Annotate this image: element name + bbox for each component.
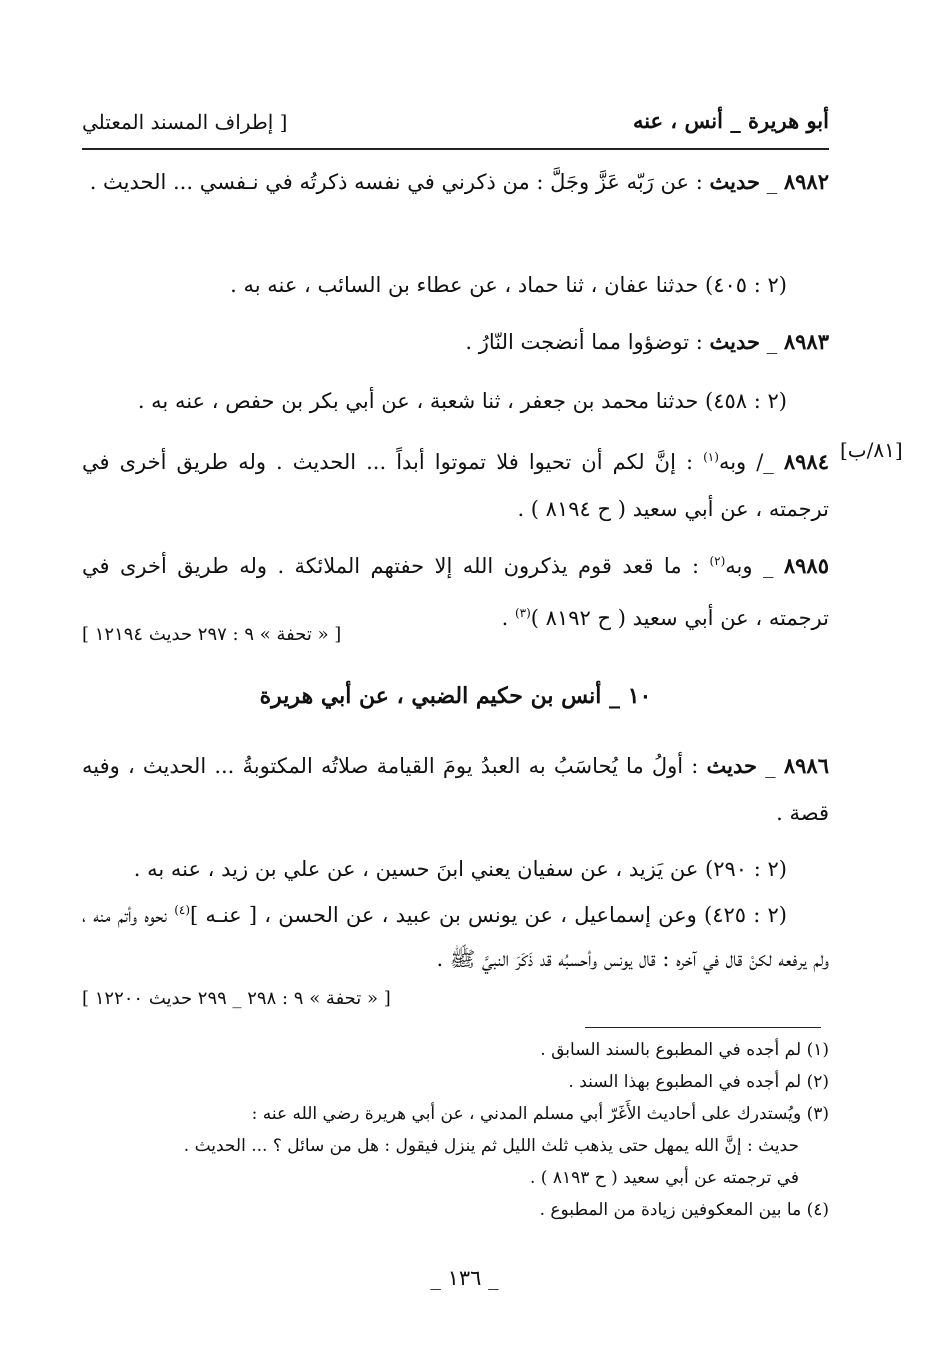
- footnote: (٢) لم أجده في المطبوع بهذا السند .: [568, 1072, 829, 1092]
- hadith-entry-8983: ٨٩٨٣ _ حديث : توضؤوا مما أنضجت النّارُ .: [465, 329, 829, 354]
- hadith-number: ٨٩٨٦: [783, 753, 829, 778]
- section-title: ١٠ _ أنس بن حكيم الضبي ، عن أبي هريرة: [259, 683, 652, 709]
- hadith-keyword: حديث: [709, 169, 760, 194]
- header-rule: [82, 148, 829, 150]
- hadith-entry-8986: ٨٩٨٦ _ حديث : أولُ ما يُحاسَبُ به العبدُ يومَ القيامة صلاتُه المكتوبةُ ... الحديث ، وفيه قصة .: [82, 753, 829, 825]
- footnote-continuation: في ترجمته عن أبي سعيد ( ح ٨١٩٣ ) .: [529, 1168, 799, 1188]
- running-header-left: [ إطراف المسند المعتلي: [82, 110, 288, 134]
- margin-folio-note: [٨١/ب]: [840, 438, 903, 462]
- hadith-text: : ما قعد قوم يذكرون الله إلا حفتهم الملائكة . وله طريق أخرى في ترجمته ، عن أبي سعيد ( ح ٨١٩٢ ): [82, 554, 829, 630]
- hadith-entry-8984: ٨٩٨٤ _/ وبه$^{(١)}$ : إنَّ لكم أن تحيوا فلا تموتوا أبداً ... الحديث . وله طريق أخرى في ترجمته ، عن أبي سعيد ( ح ٨١٩٤ ) .: [82, 449, 829, 521]
- footnote: (٤) ما بين المعكوفين زيادة من المطبوع .: [539, 1200, 829, 1220]
- hadith-number: ٨٩٨٢: [783, 169, 829, 194]
- hadith-keyword: حديث: [706, 753, 758, 778]
- isnad-chain-2: (٢ : ٤٢٥) وعن إسماعيل ، عن يونس بن عبيد ، عن الحسن ، [ عنـه ]$^{(٤)}$ نحوه وأتم منه ، ولم يرفعه لكنْ قال في آخره : قال يونس وأحسبُه قد ذَكَرَ النبيَّ ﷺ .: [82, 903, 829, 971]
- hadith-text: : إنَّ لكم أن تحيوا فلا تموتوا أبداً ... الحديث . وله طريق أخرى في ترجمته ، عن أبي سعيد ( ح ٨١٩٤ ) .: [82, 450, 829, 521]
- footnote-ref: (٣): [514, 606, 531, 620]
- hadith-entry-8985: ٨٩٨٥ _ وبه$^{(٢)}$ : ما قعد قوم يذكرون الله إلا حفتهم الملائكة . وله طريق أخرى في ترجمته ، عن أبي سعيد ( ح ٨١٩٢ )$^{(٣)}$ .: [82, 553, 829, 630]
- running-header-right: أبو هريرة _ أنس ، عنه: [632, 108, 829, 133]
- hadith-number: ٨٩٨٣: [783, 329, 829, 354]
- footnote-ref: (٤): [174, 903, 191, 917]
- hadith-keyword: حديث: [709, 329, 760, 354]
- isnad-chain: (٢ : ٤٥٨) حدثنا محمد بن جعفر ، ثنا شعبة ، عن أبي بكر بن حفص ، عنه به .: [137, 389, 787, 413]
- hadith-entry-8982: ٨٩٨٢ _ حديث : عن رَبّه عَزَّ وجَلَّ : من ذكرني في نفسه ذكرتُه في نـفسي ... الحديث .: [89, 169, 829, 194]
- page-number: _ ١٣٦ _: [430, 1266, 499, 1290]
- hadith-text: : توضؤوا مما أنضجت النّارُ .: [465, 330, 703, 354]
- footnote-ref: (٢): [709, 554, 726, 568]
- hadith-text: : عن رَبّه عَزَّ وجَلَّ : من ذكرني في نفسه ذكرتُه في نـفسي ... الحديث .: [89, 170, 703, 194]
- footnote: (١) لم أجده في المطبوع بالسند السابق .: [540, 1040, 829, 1060]
- footnote-ref: (١): [703, 450, 719, 464]
- isnad-chain: (٢ : ٢٩٠) عن يَزيد ، عن سفيان يعني ابنَ حسين ، عن علي بن زيد ، عنه به .: [133, 857, 787, 881]
- tuhfa-reference: [ « تحفة » ٩ : ٢٩٨ _ ٢٩٩ حديث ١٢٢٠٠ ]: [82, 988, 391, 1009]
- footnotes: [100, 1034, 829, 1226]
- isnad-chain: (٢ : ٤٠٥) حدثنا عفان ، ثنا حماد ، عن عطاء بن السائب ، عنه به .: [230, 273, 787, 297]
- hadith-number: ٨٩٨٥: [783, 553, 829, 578]
- footnote-continuation: حديث : إنَّ الله يمهل حتى يذهب ثلث الليل ثم ينزل فيقول : هل من سائل ؟ ... الحديث .: [183, 1136, 799, 1156]
- hadith-number: ٨٩٨٤: [783, 449, 829, 474]
- footnote-rule: [585, 1027, 821, 1028]
- footnote: (٣) ويُستدرك على أحاديث الأَغَرّ أبي مسلم المدني ، عن أبي هريرة رضي الله عنه :: [251, 1104, 829, 1124]
- hadith-text: : أولُ ما يُحاسَبُ به العبدُ يومَ القيامة صلاتُه المكتوبةُ ... الحديث ، وفيه قصة .: [82, 754, 829, 825]
- tuhfa-reference: [ « تحفة » ٩ : ٢٩٧ حديث ١٢١٩٤ ]: [82, 624, 342, 645]
